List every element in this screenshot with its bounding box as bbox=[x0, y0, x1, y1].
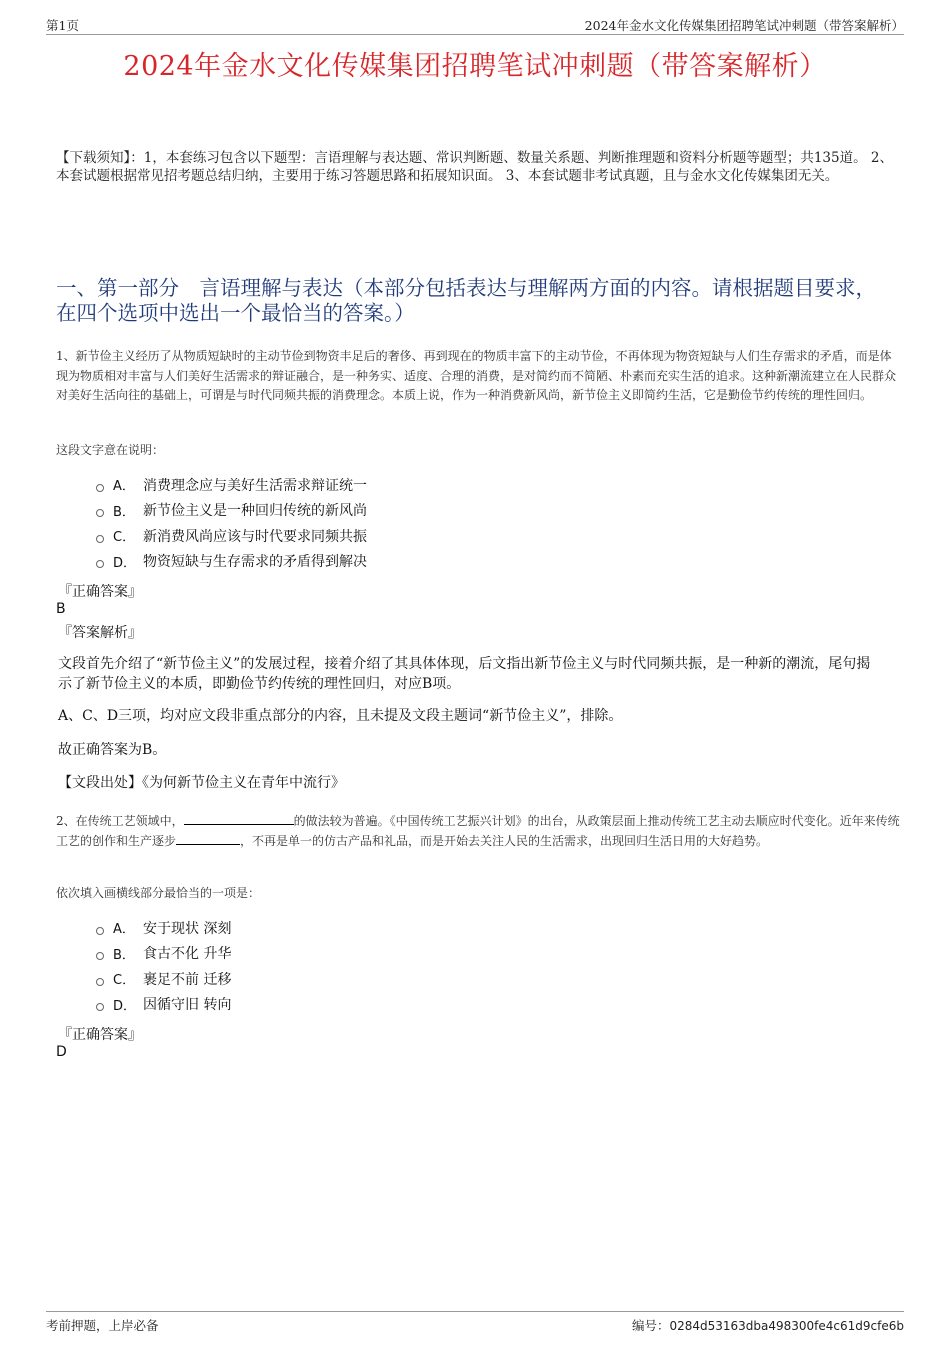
radio-icon[interactable] bbox=[96, 509, 104, 517]
question-2-text: 2、在传统工艺领域中， 的做法较为普遍。《中国传统工艺振兴计划》的出台，从政策层面上推动传统工艺主动去顺应时代变化。近年来传统工艺的创作和生产逐步 ，不再是单一的仿古产品和礼品，而是开始去关注人民的生活需求，出现回归生活日用的大好趋势。 bbox=[56, 814, 900, 848]
question-2-option-b[interactable]: B． 食古不化 升华 bbox=[96, 941, 596, 967]
page-footer bbox=[46, 1311, 904, 1334]
question-1-option-b[interactable]: B． 新节俭主义是一种回归传统的新风尚 bbox=[96, 498, 596, 524]
radio-icon[interactable] bbox=[96, 560, 104, 568]
question-1-analysis-label: 『答案解析』 bbox=[58, 625, 142, 641]
question-1-text: 1、新节俭主义经历了从物质短缺时的主动节俭到物资丰足后的奢侈、再到现在的物质丰富下的主动节俭，不再体现为物资短缺与人们生存需求的矛盾，而是体现为物质相对丰富与人们美好生活需求的辩证融合，是一种务实、适度、合理的消费，是对简约而不简陋、朴素而充实生活的追求。这种新潮流建立在人民群众对美好生活向往的基础上，可谓是与时代同频共振的消费理念。本质上说，作为一种消费新风尚，新节俭主义即简约生活，它是勤俭节约传统的理性回归。 bbox=[56, 349, 897, 402]
question-1-option-a[interactable]: A． 消费理念应与美好生活需求辩证统一 bbox=[96, 472, 596, 498]
radio-icon[interactable] bbox=[96, 535, 104, 543]
question-1-analysis-3: 故正确答案为B。 bbox=[58, 742, 167, 758]
question-1-option-d[interactable]: D． 物资短缺与生存需求的矛盾得到解决 bbox=[96, 549, 596, 575]
question-1-option-c[interactable]: C． 新消费风尚应该与时代要求同频共振 bbox=[96, 523, 596, 549]
question-1-prompt: 这段文字意在说明： bbox=[56, 443, 165, 457]
radio-icon[interactable] bbox=[96, 978, 104, 986]
page-number: 第1页 bbox=[46, 18, 79, 33]
question-2-option-a[interactable]: A． 安于现状 深刻 bbox=[96, 915, 596, 941]
question-1-analysis-1: 文段首先介绍了“新节俭主义”的发展过程，接着介绍了其具体体现，后文指出新节俭主义与时代同频共振，是一种新的潮流，尾句揭示了新节俭主义的本质，即勤俭节约传统的理性回归，对应B项。 bbox=[58, 656, 871, 692]
question-1-answer-label: 『正确答案』 bbox=[58, 584, 142, 600]
fill-blank-2[interactable] bbox=[176, 832, 240, 845]
question-2-option-d[interactable]: D． 因循守旧 转向 bbox=[96, 992, 596, 1018]
section-heading: 一、第一部分 言语理解与表达（本部分包括表达与理解两方面的内容。请根据题目要求，在四个选项中选出一个最恰当的答案。） bbox=[56, 276, 876, 325]
radio-icon[interactable] bbox=[96, 1003, 104, 1011]
document-title: 2024年金水文化传媒集团招聘笔试冲刺题（带答案解析） bbox=[123, 51, 827, 82]
radio-icon[interactable] bbox=[96, 952, 104, 960]
radio-icon[interactable] bbox=[96, 927, 104, 935]
footer-slogan: 考前押题，上岸必备 bbox=[46, 1318, 159, 1333]
question-2-answer: D bbox=[56, 1044, 67, 1060]
question-2-answer-label: 『正确答案』 bbox=[58, 1027, 142, 1043]
question-2-options bbox=[96, 915, 596, 1017]
question-2-prompt: 依次填入画横线部分最恰当的一项是： bbox=[56, 886, 261, 900]
fill-blank-1[interactable] bbox=[184, 812, 294, 825]
radio-icon[interactable] bbox=[96, 484, 104, 492]
question-2-option-c[interactable]: C． 裹足不前 迁移 bbox=[96, 966, 596, 992]
question-1-source: 【文段出处】《为何新节俭主义在青年中流行》 bbox=[58, 775, 345, 791]
header-doc-title: 2024年金水文化传媒集团招聘笔试冲刺题（带答案解析） bbox=[584, 18, 904, 33]
question-1-options bbox=[96, 472, 596, 574]
question-1-answer: B bbox=[56, 601, 66, 617]
download-notice: 【下载须知】：1，本套练习包含以下题型：言语理解与表达题、常识判断题、数量关系题、判断推理题和资料分析题等题型；共135道。 2、本套试题根据常见招考题总结归纳，主要用于练习答题思路和拓展知识面。 3、本套试题非考试真题，且与金水文化传媒集团无关。 bbox=[56, 150, 893, 184]
footer-code: 编号：0284d53163dba498300fe4c61d9cfe6b bbox=[631, 1318, 904, 1333]
page-header bbox=[46, 14, 904, 35]
question-1-analysis-2: A、C、D三项，均对应文段非重点部分的内容，且未提及文段主题词“新节俭主义”，排除。 bbox=[58, 708, 623, 724]
